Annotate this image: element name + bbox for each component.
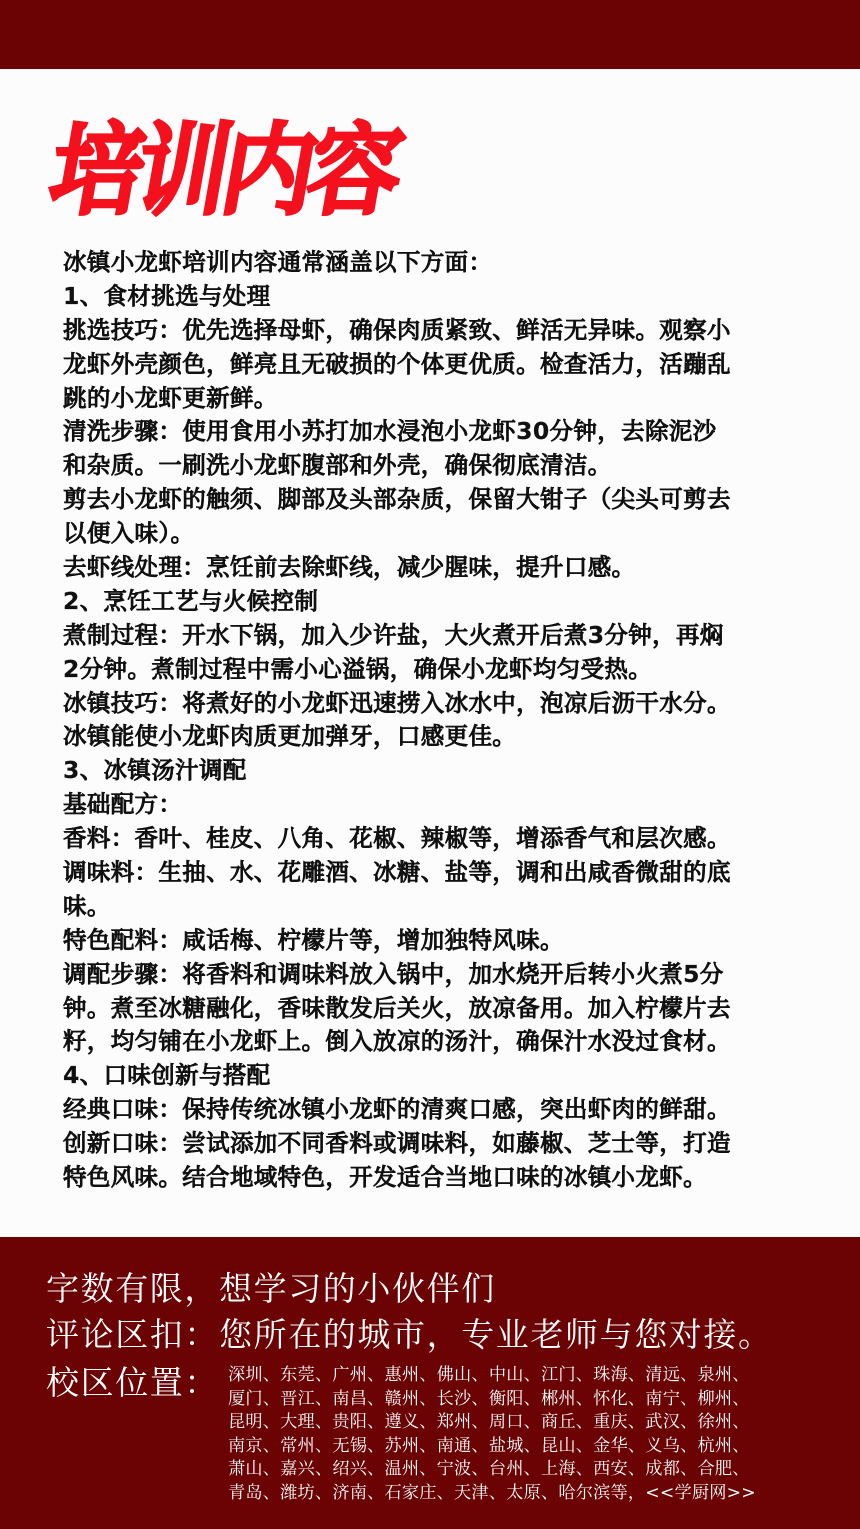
content-line: 味。: [63, 891, 111, 920]
content-line: 挑选技巧：优先选择母虾，确保肉质紧致、鲜活无异味。观察小: [63, 315, 731, 344]
content-line: 冰镇能使小龙虾肉质更加弹牙，口感更佳。: [63, 722, 517, 751]
content-line: 经典口味：保持传统冰镇小龙虾的清爽口感，突出虾肉的鲜甜。: [63, 1095, 731, 1124]
city-line: 深圳、东莞、广州、惠州、佛山、中山、江门、珠海、清远、泉州、: [228, 1365, 750, 1385]
content-line: 清洗步骤：使用食用小苏打加水浸泡小龙虾30分钟，去除泥沙: [63, 417, 717, 446]
content-line: 煮制过程：开水下锅，加入少许盐，大火煮开后煮3分钟，再焖: [63, 620, 724, 649]
section-heading-2: 2、烹饪工艺与火候控制: [63, 586, 319, 615]
page-title: 培训内容: [41, 113, 406, 229]
section-heading-4: 4、口味创新与搭配: [63, 1061, 271, 1090]
content-line: 特色配料：咸话梅、柠檬片等，增加独特风味。: [63, 925, 564, 954]
section-heading-3: 3、冰镇汤汁调配: [63, 756, 247, 785]
city-line: 昆明、大理、贵阳、遵义、郑州、周口、商丘、重庆、武汉、徐州、: [228, 1412, 750, 1432]
content-line: 龙虾外壳颜色，鲜亮且无破损的个体更优质。检查活力，活蹦乱: [63, 349, 731, 378]
content-line: 剪去小龙虾的触须、脚部及头部杂质，保留大钳子（尖头可剪去: [63, 485, 731, 514]
content-line: 基础配方：: [63, 790, 183, 819]
section-heading-1: 1、食材挑选与处理: [63, 281, 271, 310]
footer-comment-cta: 评论区扣：您所在的城市，专业老师与您对接。: [46, 1315, 773, 1354]
campus-label: 校区位置：: [46, 1363, 219, 1402]
content-line: 冰镇技巧：将煮好的小龙虾迅速捞入冰水中，泡凉后沥干水分。: [63, 688, 731, 717]
content-line: 籽，均匀铺在小龙虾上。倒入放凉的汤汁，确保汁水没过食材。: [63, 1027, 731, 1056]
city-line: 厦门、晋江、南昌、赣州、长沙、衡阳、郴州、怀化、南宁、柳州、: [228, 1388, 750, 1409]
content-line: 调味料：生抽、水、花雕酒、冰糖、盐等，调和出咸香微甜的底: [63, 858, 731, 887]
content-line: 钟。煮至冰糖融化，香味散发后关火，放凉备用。加入柠檬片去: [63, 993, 731, 1022]
content-line: 特色风味。结合地域特色，开发适合当地口味的冰镇小龙虾。: [63, 1163, 707, 1192]
city-line: 青岛、潍坊、济南、石家庄、天津、太原、哈尔滨等，<<学厨网>>: [228, 1482, 756, 1503]
city-line: 南京、常州、无锡、苏州、南通、盐城、昆山、金华、义乌、杭州、: [228, 1435, 750, 1456]
footer-banner: [0, 1237, 860, 1529]
content-line: 跳的小龙虾更新鲜。: [63, 383, 278, 412]
campus-city-list: [228, 1364, 828, 1505]
content-line: 香料：香叶、桂皮、八角、花椒、辣椒等，增添香气和层次感。: [63, 824, 731, 853]
city-line: 萧山、嘉兴、绍兴、温州、宁波、台州、上海、西安、成都、合肥、: [228, 1459, 750, 1479]
content-line: 创新口味：尝试添加不同香料或调味料，如藤椒、芝士等，打造: [63, 1129, 731, 1158]
footer-prompt: 字数有限，想学习的小伙伴们: [46, 1269, 496, 1308]
top-banner: [0, 0, 860, 69]
content-line: 调配步骤：将香料和调味料放入锅中，加水烧开后转小火煮5分: [63, 959, 724, 988]
content-line: 以便入味）。: [63, 519, 195, 548]
content-line: 和杂质。一刷洗小龙虾腹部和外壳，确保彻底清洁。: [63, 451, 612, 480]
intro-line: 冰镇小龙虾培训内容通常涵盖以下方面：: [63, 248, 493, 276]
content-body: [63, 246, 803, 1195]
content-line: 2分钟。煮制过程中需小心溢锅，确保小龙虾均匀受热。: [63, 654, 653, 683]
content-line: 去虾线处理：烹饪前去除虾线，减少腥味，提升口感。: [63, 553, 636, 582]
